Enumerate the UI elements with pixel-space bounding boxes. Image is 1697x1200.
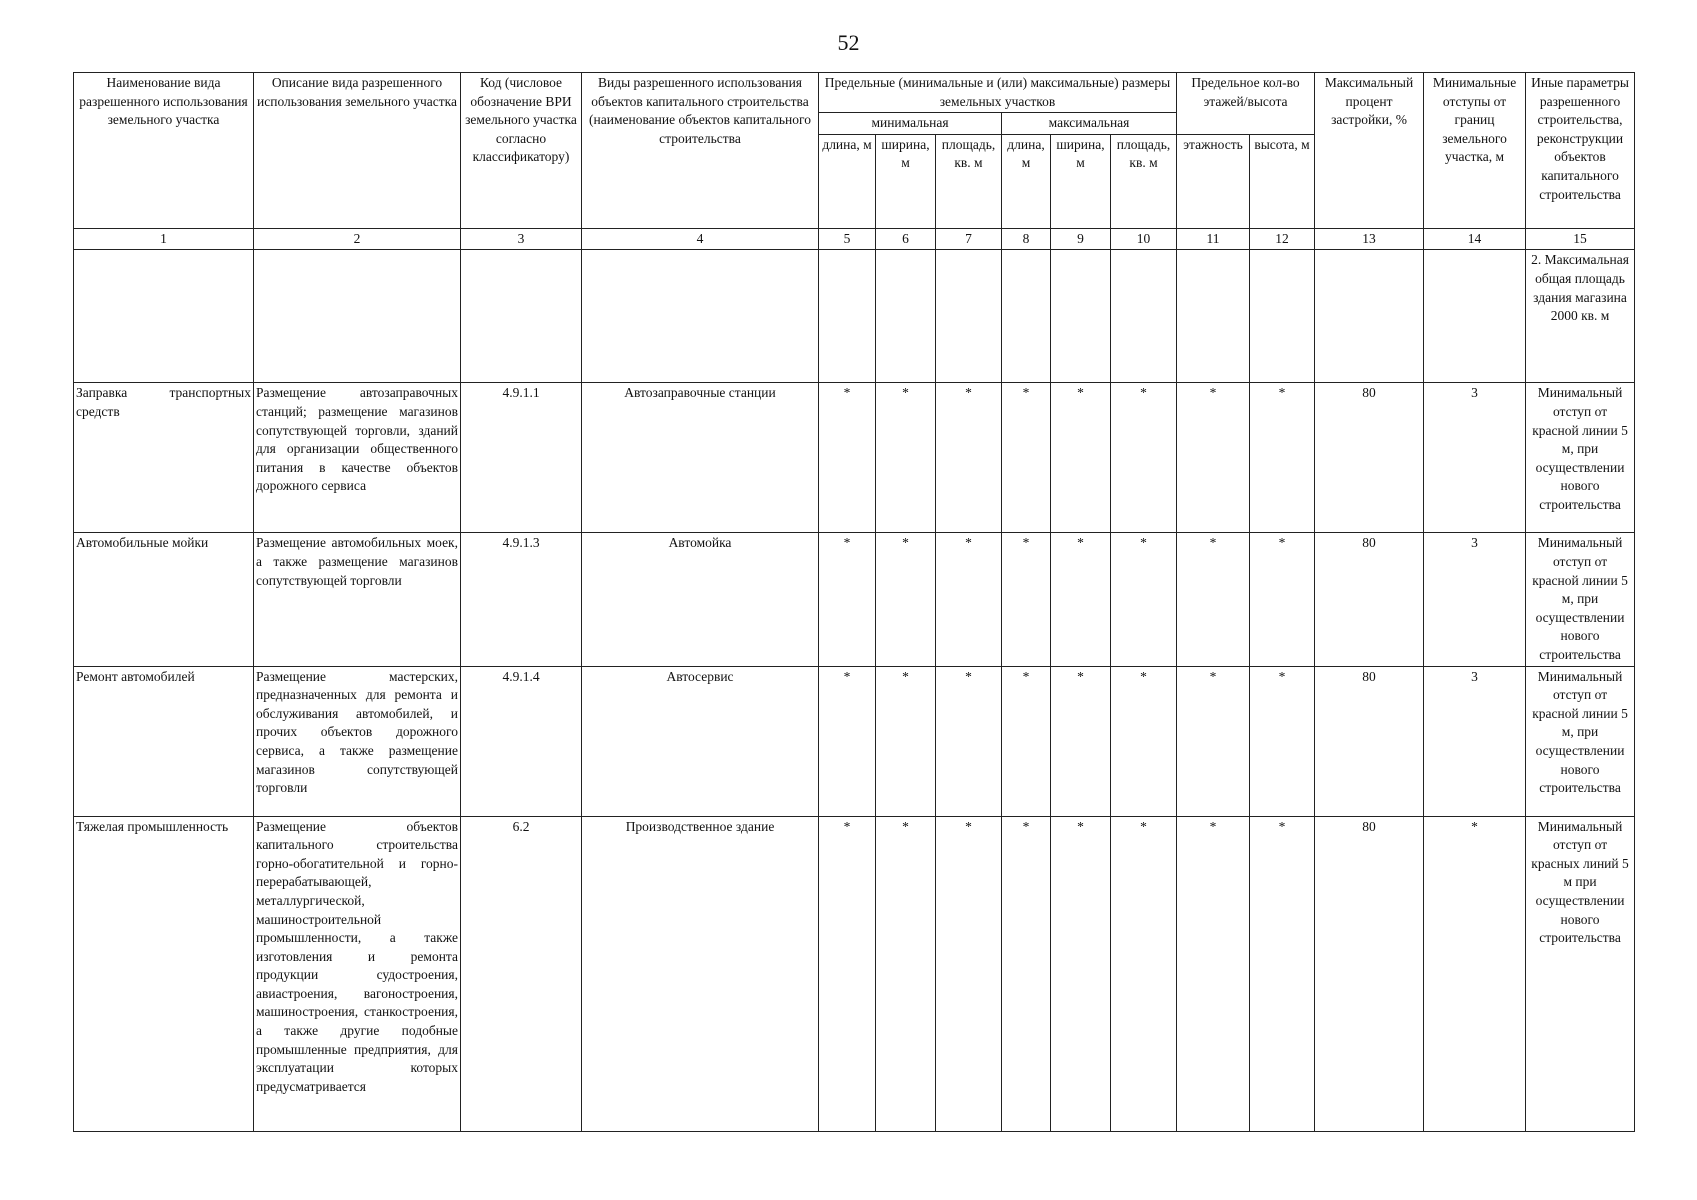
table-row bbox=[74, 250, 1635, 383]
header-cell-8: длина, м bbox=[1002, 134, 1051, 228]
min-length-cell: * bbox=[819, 816, 876, 1131]
min-length-cell: * bbox=[819, 533, 876, 666]
max-area-cell: * bbox=[1111, 383, 1177, 533]
building-kind-cell: Производственное здание bbox=[582, 816, 819, 1131]
min-indent-cell: 3 bbox=[1424, 533, 1526, 666]
min-indent-cell: 3 bbox=[1424, 383, 1526, 533]
other-params-cell: Минимальный отступ от красной линии 5 м, при осуществлении нового строительства bbox=[1526, 533, 1635, 666]
min-area-cell bbox=[936, 250, 1002, 383]
column-number: 5 bbox=[819, 228, 876, 250]
use-description-cell: Размещение мастерских, предназначенных для ремонта и обслуживания автомобилей, и прочих объектов дорожного сервиса, а также размещение магазинов сопутствующей торговли bbox=[254, 666, 461, 816]
min-area-cell: * bbox=[936, 666, 1002, 816]
column-number: 8 bbox=[1002, 228, 1051, 250]
header-cell-13: Максимальный процент застройки, % bbox=[1315, 73, 1424, 229]
coverage-percent-cell: 80 bbox=[1315, 666, 1424, 816]
column-number: 1 bbox=[74, 228, 254, 250]
floors-cell: * bbox=[1177, 383, 1250, 533]
table-row bbox=[74, 816, 1635, 1131]
building-kind-cell: Автозаправочные станции bbox=[582, 383, 819, 533]
min-area-cell: * bbox=[936, 383, 1002, 533]
max-length-cell bbox=[1002, 250, 1051, 383]
use-name-cell: Ремонт автомобилей bbox=[74, 666, 254, 816]
max-width-cell: * bbox=[1051, 816, 1111, 1131]
max-area-cell: * bbox=[1111, 816, 1177, 1131]
max-length-cell: * bbox=[1002, 666, 1051, 816]
column-number-row bbox=[74, 228, 1635, 250]
min-width-cell: * bbox=[876, 533, 936, 666]
column-number: 12 bbox=[1250, 228, 1315, 250]
other-params-cell: Минимальный отступ от красной линии 5 м, при осуществлении нового строительства bbox=[1526, 383, 1635, 533]
column-number: 7 bbox=[936, 228, 1002, 250]
coverage-percent-cell: 80 bbox=[1315, 383, 1424, 533]
column-number: 11 bbox=[1177, 228, 1250, 250]
max-area-cell bbox=[1111, 250, 1177, 383]
min-width-cell: * bbox=[876, 816, 936, 1131]
floors-cell: * bbox=[1177, 533, 1250, 666]
use-code-cell bbox=[461, 250, 582, 383]
max-area-cell: * bbox=[1111, 533, 1177, 666]
use-name-cell bbox=[74, 250, 254, 383]
use-description-cell: Размещение автомобильных моек, а также размещение магазинов сопутствующей торговли bbox=[254, 533, 461, 666]
max-width-cell: * bbox=[1051, 533, 1111, 666]
coverage-percent-cell: 80 bbox=[1315, 816, 1424, 1131]
min-indent-cell bbox=[1424, 250, 1526, 383]
table-row bbox=[74, 666, 1635, 816]
header-cell-6: ширина, м bbox=[876, 134, 936, 228]
use-description-cell: Размещение автозаправочных станций; размещение магазинов сопутствующей торговли, зданий для организации общественного питания в качестве объектов дорожного сервиса bbox=[254, 383, 461, 533]
header-cell-11: этажность bbox=[1177, 134, 1250, 228]
page-number: 52 bbox=[837, 30, 860, 55]
min-length-cell: * bbox=[819, 666, 876, 816]
min-length-cell bbox=[819, 250, 876, 383]
header-cell-floors-group: Предельное кол-во этажей/высота bbox=[1177, 73, 1315, 135]
building-kind-cell: Автосервис bbox=[582, 666, 819, 816]
column-number: 4 bbox=[582, 228, 819, 250]
min-width-cell: * bbox=[876, 383, 936, 533]
header-cell-min-group: минимальная bbox=[819, 113, 1002, 135]
header-cell-9: ширина, м bbox=[1051, 134, 1111, 228]
use-name-cell: Автомобильные мойки bbox=[74, 533, 254, 666]
column-number: 2 bbox=[254, 228, 461, 250]
header-cell-7: площадь, кв. м bbox=[936, 134, 1002, 228]
min-area-cell: * bbox=[936, 816, 1002, 1131]
other-params-cell: 2. Максимальная общая площадь здания магазина 2000 кв. м bbox=[1526, 250, 1635, 383]
header-cell-4: Виды разрешенного использования объектов капитального строительства (наименование объектов капитального строительства bbox=[582, 73, 819, 229]
height-cell bbox=[1250, 250, 1315, 383]
zoning-parameters-table bbox=[73, 72, 1635, 1132]
header-cell-1: Наименование вида разрешенного использования земельного участка bbox=[74, 73, 254, 229]
building-kind-cell: Автомойка bbox=[582, 533, 819, 666]
building-kind-cell bbox=[582, 250, 819, 383]
min-indent-cell: * bbox=[1424, 816, 1526, 1131]
coverage-percent-cell bbox=[1315, 250, 1424, 383]
height-cell: * bbox=[1250, 533, 1315, 666]
min-width-cell: * bbox=[876, 666, 936, 816]
use-code-cell: 6.2 bbox=[461, 816, 582, 1131]
min-length-cell: * bbox=[819, 383, 876, 533]
header-cell-3: Код (числовое обозначение ВРИ земельного участка согласно классификатору) bbox=[461, 73, 582, 229]
floors-cell: * bbox=[1177, 816, 1250, 1131]
column-number: 6 bbox=[876, 228, 936, 250]
other-params-cell: Минимальный отступ от красных линий 5 м при осуществлении нового строительства bbox=[1526, 816, 1635, 1131]
floors-cell bbox=[1177, 250, 1250, 383]
column-number: 10 bbox=[1111, 228, 1177, 250]
column-number: 3 bbox=[461, 228, 582, 250]
header-cell-max-group: максимальная bbox=[1002, 113, 1177, 135]
column-number: 13 bbox=[1315, 228, 1424, 250]
max-length-cell: * bbox=[1002, 383, 1051, 533]
header-cell-15: Иные параметры разрешенного строительства, реконструкции объектов капитального строительства bbox=[1526, 73, 1635, 229]
column-number: 14 bbox=[1424, 228, 1526, 250]
header-cell-10: площадь, кв. м bbox=[1111, 134, 1177, 228]
table-row bbox=[74, 383, 1635, 533]
use-code-cell: 4.9.1.3 bbox=[461, 533, 582, 666]
coverage-percent-cell: 80 bbox=[1315, 533, 1424, 666]
height-cell: * bbox=[1250, 666, 1315, 816]
min-area-cell: * bbox=[936, 533, 1002, 666]
use-code-cell: 4.9.1.1 bbox=[461, 383, 582, 533]
use-code-cell: 4.9.1.4 bbox=[461, 666, 582, 816]
max-length-cell: * bbox=[1002, 533, 1051, 666]
min-indent-cell: 3 bbox=[1424, 666, 1526, 816]
max-area-cell: * bbox=[1111, 666, 1177, 816]
column-number: 9 bbox=[1051, 228, 1111, 250]
use-description-cell: Размещение объектов капитального строительства горно-обогатительной и горно-перерабатывающей, металлургической, машиностроительной промышленности, а также изготовления и ремонта продукции судостроения, авиастроения, вагоностроения, машиностроения, станкостроения, а также другие подобные промышленные предприятия, для эксплуатации которых предусматривается bbox=[254, 816, 461, 1131]
max-length-cell: * bbox=[1002, 816, 1051, 1131]
header-row-1 bbox=[74, 73, 1635, 113]
header-cell-size-group: Предельные (минимальные и (или) максимальные) размеры земельных участков bbox=[819, 73, 1177, 113]
min-width-cell bbox=[876, 250, 936, 383]
max-width-cell bbox=[1051, 250, 1111, 383]
use-description-cell bbox=[254, 250, 461, 383]
header-cell-14: Минимальные отступы от границ земельного участка, м bbox=[1424, 73, 1526, 229]
max-width-cell: * bbox=[1051, 383, 1111, 533]
other-params-cell: Минимальный отступ от красной линии 5 м, при осуществлении нового строительства bbox=[1526, 666, 1635, 816]
header-cell-2: Описание вида разрешенного использования земельного участка bbox=[254, 73, 461, 229]
use-name-cell: Заправка транспортных средств bbox=[74, 383, 254, 533]
header-cell-12: высота, м bbox=[1250, 134, 1315, 228]
height-cell: * bbox=[1250, 816, 1315, 1131]
header-cell-5: длина, м bbox=[819, 134, 876, 228]
max-width-cell: * bbox=[1051, 666, 1111, 816]
height-cell: * bbox=[1250, 383, 1315, 533]
floors-cell: * bbox=[1177, 666, 1250, 816]
column-number: 15 bbox=[1526, 228, 1635, 250]
table-row bbox=[74, 533, 1635, 666]
use-name-cell: Тяжелая промышленность bbox=[74, 816, 254, 1131]
